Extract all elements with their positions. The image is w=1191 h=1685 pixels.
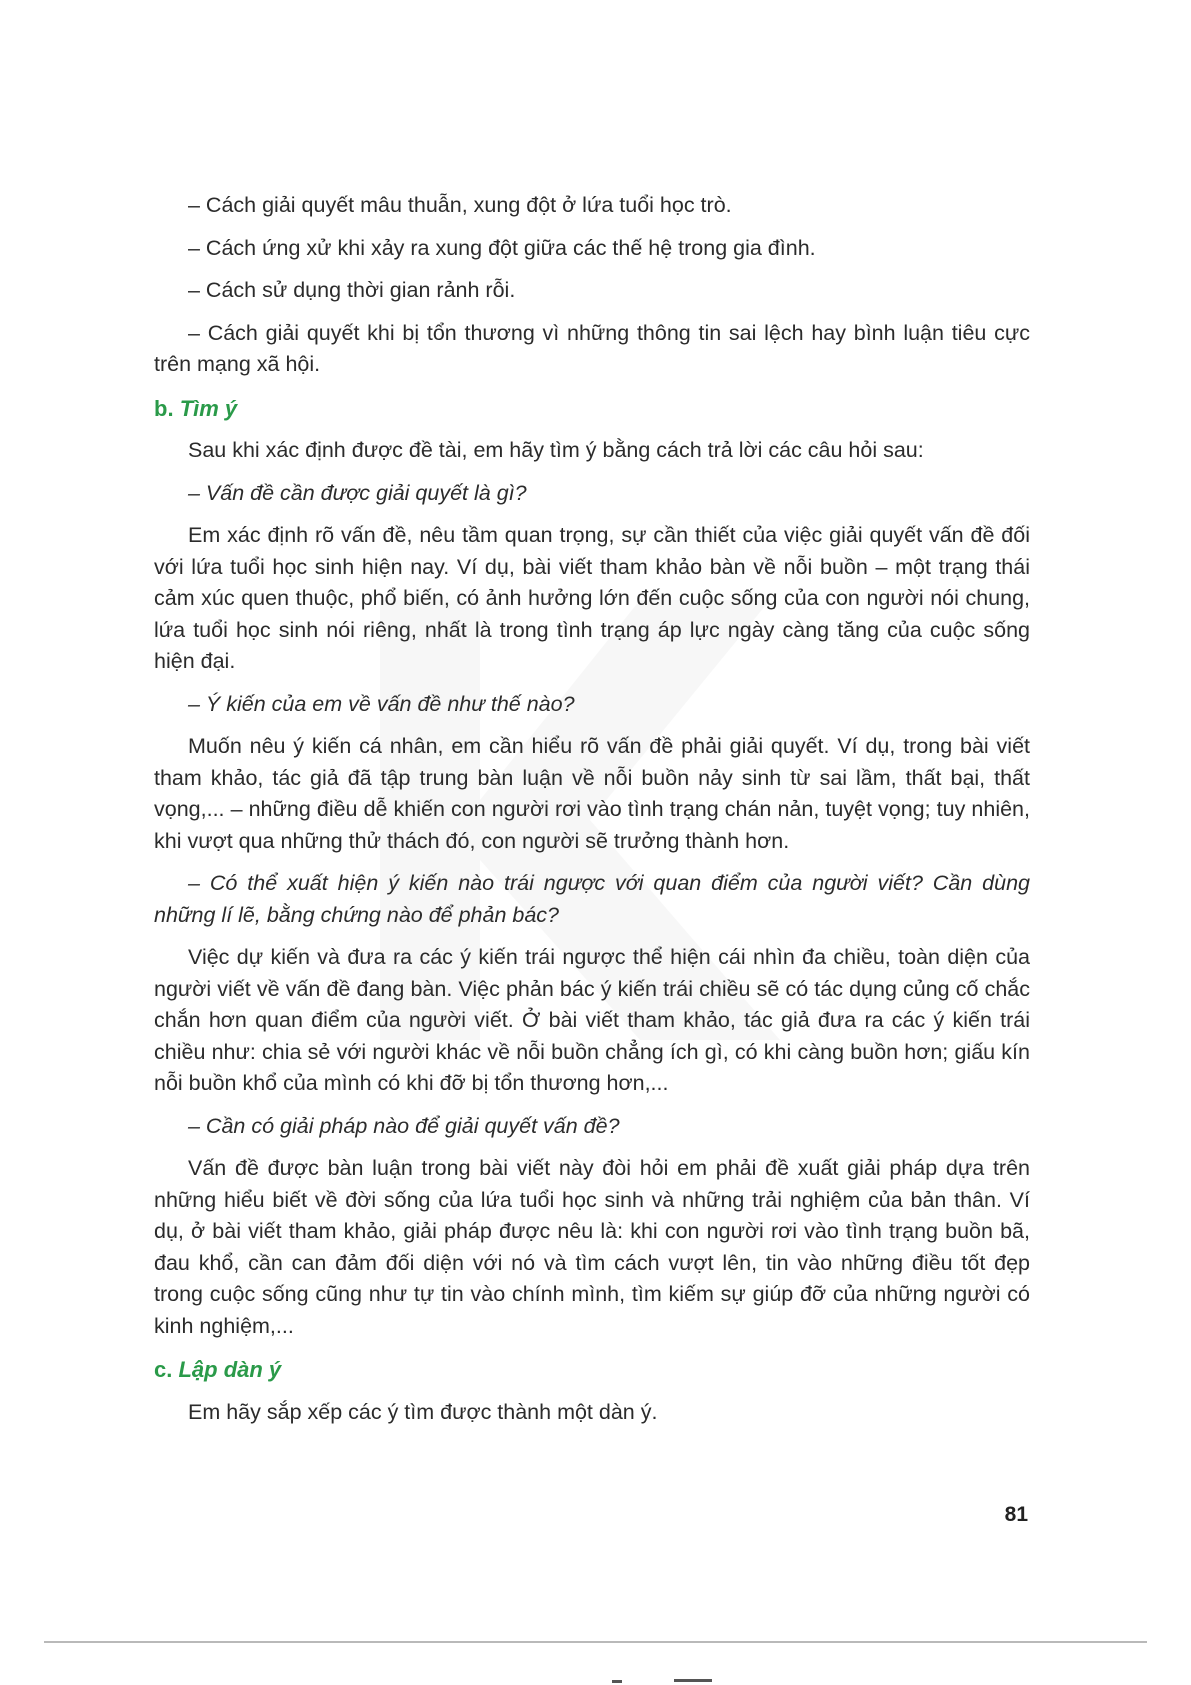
bullet-item: – Cách giải quyết khi bị tổn thương vì những thông tin sai lệch hay bình luận tiêu cực trên mạng xã hội. xyxy=(154,320,1030,376)
section-c-heading xyxy=(154,1354,1030,1386)
page-content xyxy=(154,190,1030,1428)
answer-4: Vấn đề được bàn luận trong bài viết này đòi hỏi em phải đề xuất giải pháp dựa trên những hiểu biết về đời sống của lứa tuổi học sinh và những trải nghiệm của bản thân. Ví dụ, ở bài viết tham khảo, giải pháp được nêu là: khi con người rơi vào tình trạng buồn bã, đau khổ, cần can đảm đối diện với nó và tìm cách vượt lên, tin vào những điều tốt đẹp trong cuộc sống cũng như tự tin vào chính mình, tìm kiếm sự giúp đỡ của những người có kinh nghiệm,... xyxy=(154,1156,1030,1338)
section-c-label: c. xyxy=(154,1357,173,1382)
crop-marks xyxy=(612,1678,722,1685)
question-2: – Ý kiến của em về vấn đề như thế nào? xyxy=(188,691,575,716)
section-c-body: Em hãy sắp xếp các ý tìm được thành một dàn ý. xyxy=(188,1399,658,1424)
page-number: 81 xyxy=(1004,1503,1028,1526)
bullet-item: – Cách ứng xử khi xảy ra xung đột giữa các thế hệ trong gia đình. xyxy=(188,235,816,260)
answer-3: Việc dự kiến và đưa ra các ý kiến trái ngược thể hiện cái nhìn đa chiều, toàn diện của người viết về vấn đề đang bàn. Việc phản bác ý kiến trái chiều sẽ có tác dụng củng cố chắc chắn hơn quan điểm của người viết. Ở bài viết tham khảo, tác giả đưa ra các ý kiến trái chiều như: chia sẻ với người khác về nỗi buồn chẳng ích gì, có khi càng buồn hơn; giấu kín nỗi buồn khổ của mình có khi đỡ bị tổn thương hơn,... xyxy=(154,945,1030,1095)
question-4: – Cần có giải pháp nào để giải quyết vấn đề? xyxy=(188,1113,620,1138)
section-b-heading xyxy=(154,393,1030,425)
question-1: – Vấn đề cần được giải quyết là gì? xyxy=(188,480,527,505)
footer-divider xyxy=(44,1641,1147,1643)
section-b-label: b. xyxy=(154,395,174,421)
question-3: – Có thể xuất hiện ý kiến nào trái ngược với quan điểm của người viết? Cần dùng những lí lẽ, bằng chứng nào để phản bác? xyxy=(154,871,1030,927)
section-c-title: Lập dàn ý xyxy=(178,1357,282,1382)
bullet-item: – Cách sử dụng thời gian rảnh rỗi. xyxy=(188,278,516,302)
answer-2: Muốn nêu ý kiến cá nhân, em cần hiểu rõ vấn đề phải giải quyết. Ví dụ, trong bài viết tham khảo, tác giả đã tập trung bàn luận về nỗi buồn nảy sinh từ sai lầm, thất bại, thất vọng,... – những điều dễ khiến con người rơi vào tình trạng chán nản, tuyệt vọng; tuy nhiên, khi vượt qua những thử thách đó, con người sẽ trưởng thành hơn. xyxy=(154,734,1030,853)
answer-1: Em xác định rõ vấn đề, nêu tầm quan trọng, sự cần thiết của việc giải quyết vấn đề đối với lứa tuổi học sinh hiện nay. Ví dụ, bài viết tham khảo bàn về nỗi buồn – một trạng thái cảm xúc quen thuộc, phổ biến, có ảnh hưởng lớn đến cuộc sống của con người nói chung, lứa tuổi học sinh nói riêng, nhất là trong tình trạng áp lực ngày càng tăng của cuộc sống hiện đại. xyxy=(154,523,1030,673)
section-b-intro: Sau khi xác định được đề tài, em hãy tìm ý bằng cách trả lời các câu hỏi sau: xyxy=(188,438,924,462)
bullet-item: – Cách giải quyết mâu thuẫn, xung đột ở lứa tuổi học trò. xyxy=(188,193,732,217)
section-b-title: Tìm ý xyxy=(179,395,238,421)
